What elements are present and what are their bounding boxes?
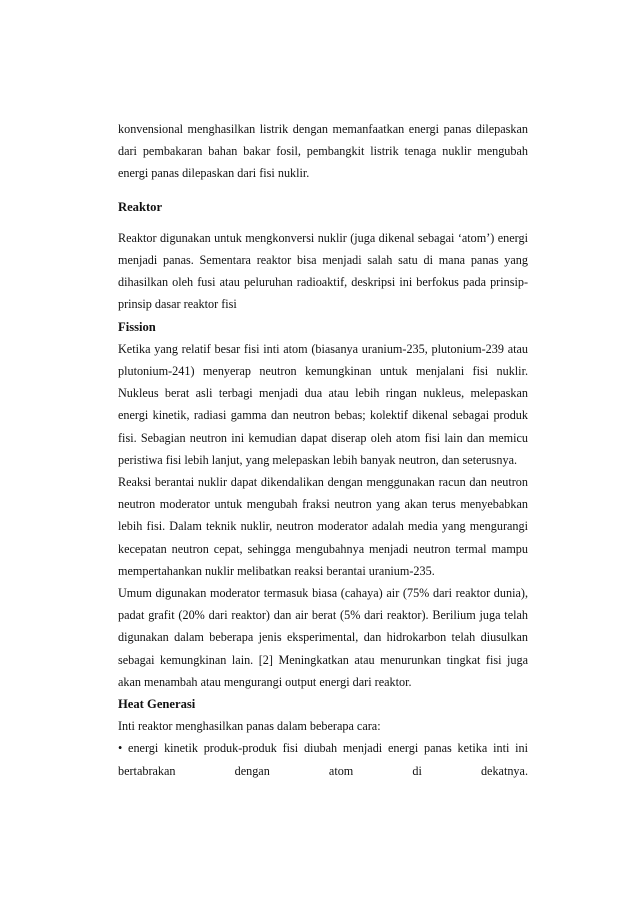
- section-heading-fission: Fission: [118, 319, 156, 334]
- reaktor-paragraph: Reaktor digunakan untuk mengkonversi nuklir (juga dikenal sebagai ‘atom’) energi menjadi panas. Sementara reaktor bisa menjadi salah satu di mana panas yang dihasilkan oleh fusi atau peluruhan radioaktif, deskripsi ini berfokus pada prinsip-prinsip dasar reaktor fisi: [118, 230, 528, 312]
- fission-paragraph-3: Umum digunakan moderator termasuk biasa (cahaya) air (75% dari reaktor dunia), padat grafit (20% dari reaktor) dan air berat (5% dari reaktor). Berilium juga telah digunakan dalam beberapa jenis eksperimental, dan hidrokarbon telah diusulkan sebagai kemungkinan lain. [2] Meningkatkan atau menurunkan tingkat fisi juga akan menambah atau mengurangi output energi dari reaktor.: [118, 586, 528, 689]
- fission-paragraph-1: Ketika yang relatif besar fisi inti atom (biasanya uranium-235, plutonium-239 atau plutonium-241) menyerap neutron kemungkinan untuk menjalani fisi nuklir. Nukleus berat asli terbagi menjadi dua atau lebih ringan nukleus, melepaskan energi kinetik, radiasi gamma dan neutron bebas; kolektif dikenal sebagai produk fisi. Sebagian neutron ini kemudian dapat diserap oleh atom fisi lain dan memicu peristiwa fisi lebih lanjut, yang melepaskan lebih banyak neutron, dan seterusnya.: [118, 341, 528, 467]
- fission-paragraph-2: Reaksi berantai nuklir dapat dikendalikan dengan menggunakan racun dan neutron neutron moderator untuk mengubah fraksi neutron yang akan terus menyebabkan lebih fisi. Dalam teknik nuklir, neutron moderator adalah media yang mengurangi kecepatan neutron cepat, sehingga mengubahnya menjadi neutron termal mampu mempertahankan nuklir melibatkan reaksi berantai uranium-235.: [118, 475, 528, 578]
- intro-paragraph: konvensional menghasilkan listrik dengan memanfaatkan energi panas dilepaskan dari pembakaran bahan bakar fosil, pembangkit listrik tenaga nuklir mengubah energi panas dilepaskan dari fisi nuklir.: [118, 122, 528, 181]
- section-heading-reaktor: Reaktor: [118, 199, 163, 214]
- heat-intro-paragraph: Inti reaktor menghasilkan panas dalam beberapa cara:: [118, 719, 381, 734]
- section-heading-heat-generasi: Heat Generasi: [118, 697, 196, 712]
- document-body: [118, 118, 528, 782]
- heat-bullet-item: • energi kinetik produk-produk fisi diubah menjadi energi panas ketika inti ini bertabrakan dengan atom di dekatnya.: [118, 741, 528, 778]
